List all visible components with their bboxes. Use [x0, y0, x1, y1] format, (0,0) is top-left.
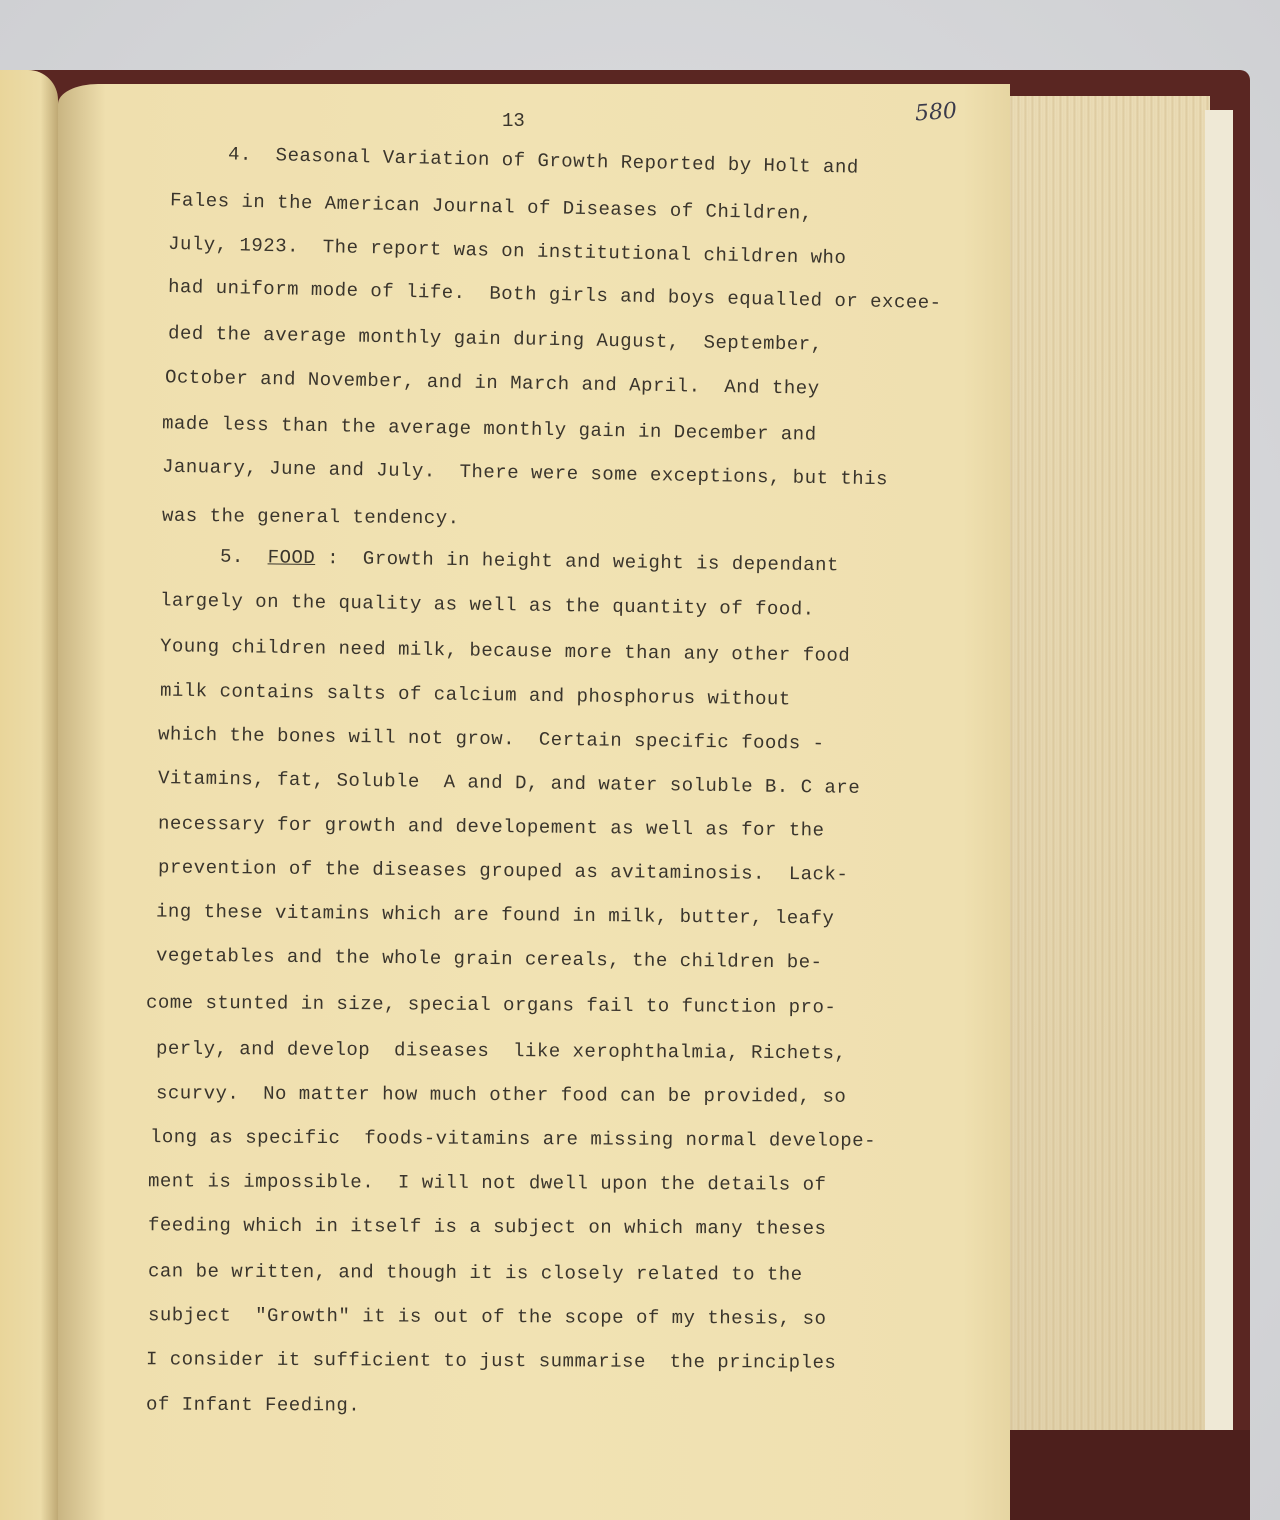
text-line: Young children need milk, because more than any other food [159, 635, 851, 667]
inner-cover-board [1205, 110, 1233, 1430]
page-number: 13 [502, 110, 525, 132]
text-line: which the bones will not grow. Certain specific foods - [157, 723, 825, 755]
text-line: made less than the average monthly gain in December and [161, 412, 817, 446]
text-line: feeding which in itself is a subject on which many theses [147, 1214, 827, 1240]
text-line: ment is impossible. I will not dwell upon the details of [147, 1170, 827, 1196]
cover-bottom [1000, 1430, 1250, 1520]
text-line: January, June and July. There were some exceptions, but this [161, 455, 889, 491]
text-line: was the general tendency. [161, 504, 460, 530]
text-line: ded the average monthly gain during August, September, [167, 322, 823, 356]
text-line: necessary for growth and developement as well as for the [157, 812, 825, 842]
text-line: vegetables and the whole grain cereals, the children be- [155, 944, 823, 974]
text-line: July, 1923. The report was on institutional children who [167, 232, 847, 270]
text-line: scurvy. No matter how much other food can be provided, so [155, 1082, 847, 1108]
text-line: come stunted in size, special organs fail to function pro- [145, 991, 837, 1019]
text-line: largely on the quality as well as the quantity of food. [159, 589, 815, 621]
text-line: can be written, and though it is closely related to the [147, 1260, 803, 1286]
text-line: long as specific foods-vitamins are missing normal develope- [149, 1126, 877, 1152]
section-heading-text: : Growth in height and weight is dependant [315, 547, 840, 577]
text-line: subject "Growth" it is out of the scope of my thesis, so [147, 1304, 827, 1330]
handwritten-folio: 580 [914, 98, 958, 127]
section-heading: FOOD [267, 546, 316, 570]
text-line: Vitamins, fat, Soluble A and D, and water soluble B. C are [157, 767, 861, 799]
text-line: ing these vitamins which are found in milk, butter, leafy [155, 900, 835, 930]
section-number: 5. [219, 545, 244, 569]
text-line: I consider it sufficient to just summarise the principles [145, 1348, 837, 1374]
text-line: milk contains salts of calcium and phosphorus without [159, 679, 791, 711]
text-line: Fales in the American Journal of Diseases of Children, [169, 189, 813, 225]
text-line: of Infant Feeding. [145, 1393, 361, 1417]
text-line: perly, and develop diseases like xerophthalmia, Richets, [155, 1037, 847, 1065]
text-line: October and November, and in March and April. And they [164, 366, 820, 400]
text-line: had uniform mode of life. Both girls and boys equalled or excee- [167, 275, 942, 315]
left-page-edge [0, 70, 58, 1520]
page-block-shade [1000, 96, 1210, 1436]
text-line: 4. Seasonal Variation of Growth Reported by Holt and [227, 143, 859, 179]
text-line: prevention of the diseases grouped as avitaminosis. Lack- [157, 856, 849, 886]
